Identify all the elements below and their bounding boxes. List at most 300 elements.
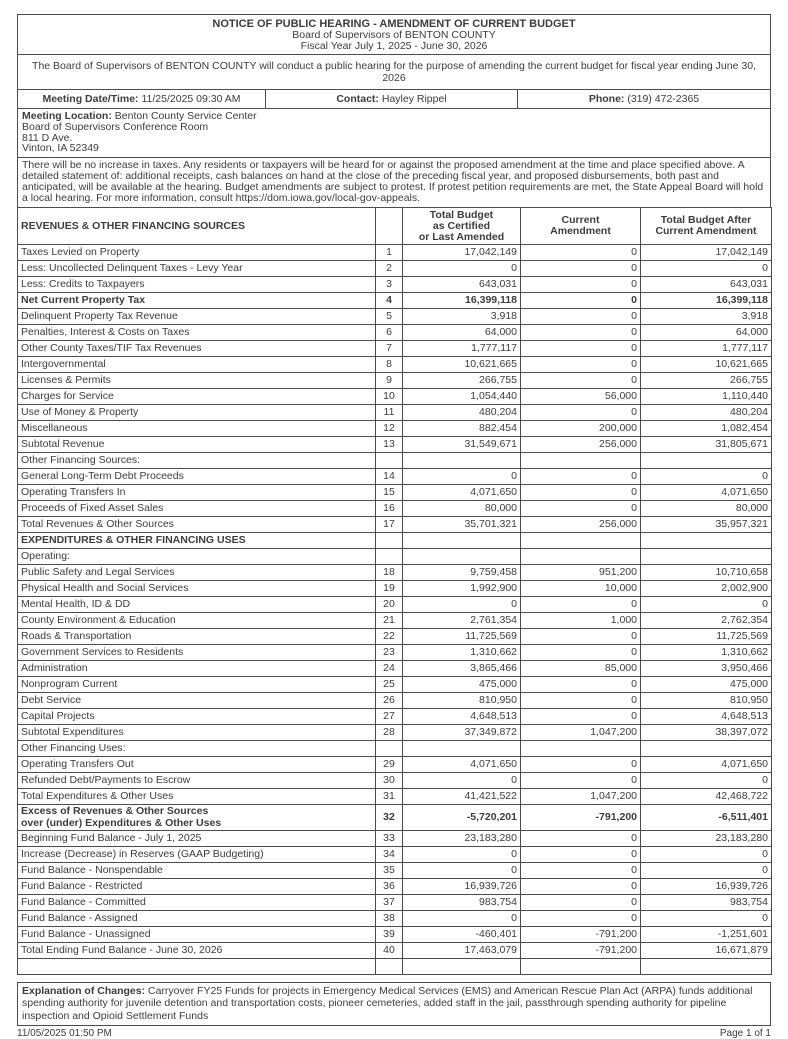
- table-row: [18, 597, 772, 613]
- meeting-phone-value: (319) 472-2365: [627, 93, 700, 105]
- row-line-number: 2: [376, 261, 403, 277]
- row-line-number: 29: [376, 757, 403, 773]
- row-line-number: 23: [376, 645, 403, 661]
- certified-amount: [403, 453, 521, 469]
- meeting-location-label: Meeting Location:: [22, 110, 112, 122]
- row-line-number: [376, 959, 403, 975]
- certified-amount: 2,761,354: [403, 613, 521, 629]
- table-row: [18, 959, 772, 975]
- certified-amount: 475,000: [403, 677, 521, 693]
- certified-amount: 4,071,650: [403, 485, 521, 501]
- certified-amount: 1,310,662: [403, 645, 521, 661]
- row-line-number: 38: [376, 911, 403, 927]
- after-amendment-amount: [641, 453, 772, 469]
- table-row: [18, 831, 772, 847]
- after-amendment-amount: [641, 959, 772, 975]
- amendment-amount: 0: [521, 863, 641, 879]
- certified-amount: 0: [403, 597, 521, 613]
- certified-amount: 882,454: [403, 421, 521, 437]
- after-amendment-amount: 80,000: [641, 501, 772, 517]
- row-line-number: 28: [376, 725, 403, 741]
- column-header-after-amendment: Total Budget After Current Amendment: [641, 208, 772, 245]
- row-line-number: 8: [376, 357, 403, 373]
- amendment-amount: 1,047,200: [521, 725, 641, 741]
- footer-page-number: Page 1 of 1: [719, 1028, 771, 1039]
- row-label: Total Revenues & Other Sources: [18, 517, 376, 533]
- certified-amount: 1,054,440: [403, 389, 521, 405]
- certified-amount: 17,463,079: [403, 943, 521, 959]
- after-amendment-amount: 17,042,149: [641, 245, 772, 261]
- table-row: [18, 629, 772, 645]
- amendment-amount: [521, 959, 641, 975]
- certified-amount: 23,183,280: [403, 831, 521, 847]
- row-label: Fund Balance - Assigned: [18, 911, 376, 927]
- row-label: Fund Balance - Restricted: [18, 879, 376, 895]
- row-line-number: 34: [376, 847, 403, 863]
- row-line-number: 19: [376, 581, 403, 597]
- amendment-amount: 200,000: [521, 421, 641, 437]
- amendment-amount: 256,000: [521, 437, 641, 453]
- after-amendment-amount: 4,071,650: [641, 485, 772, 501]
- after-amendment-amount: 16,399,118: [641, 293, 772, 309]
- row-label: Operating Transfers Out: [18, 757, 376, 773]
- after-amendment-amount: 643,031: [641, 277, 772, 293]
- row-label: Fund Balance - Nonspendable: [18, 863, 376, 879]
- amendment-amount: 0: [521, 501, 641, 517]
- meeting-location-line3: 811 D Ave.: [22, 131, 73, 144]
- certified-amount: 1,992,900: [403, 581, 521, 597]
- row-line-number: 7: [376, 341, 403, 357]
- certified-amount: [403, 533, 521, 549]
- after-amendment-amount: 1,110,440: [641, 389, 772, 405]
- amendment-amount: 951,200: [521, 565, 641, 581]
- table-row: [18, 469, 772, 485]
- row-label: County Environment & Education: [18, 613, 376, 629]
- certified-amount: 11,725,569: [403, 629, 521, 645]
- certified-amount: -460,401: [403, 927, 521, 943]
- table-row: [18, 581, 772, 597]
- amendment-amount: 0: [521, 879, 641, 895]
- amendment-amount: 0: [521, 645, 641, 661]
- table-row: [18, 725, 772, 741]
- row-label: Other Financing Uses:: [18, 741, 376, 757]
- row-line-number: 21: [376, 613, 403, 629]
- certified-amount: 80,000: [403, 501, 521, 517]
- after-amendment-amount: 0: [641, 911, 772, 927]
- row-label: Nonprogram Current: [18, 677, 376, 693]
- after-amendment-amount: 16,939,726: [641, 879, 772, 895]
- after-amendment-amount: 2,002,900: [641, 581, 772, 597]
- row-line-number: 36: [376, 879, 403, 895]
- amendment-amount: 1,000: [521, 613, 641, 629]
- meeting-location-line4: Vinton, IA 52349: [22, 142, 99, 155]
- amendment-amount: 256,000: [521, 517, 641, 533]
- row-line-number: 5: [376, 309, 403, 325]
- row-line-number: 15: [376, 485, 403, 501]
- row-label: Use of Money & Property: [18, 405, 376, 421]
- column-header-revenues: REVENUES & OTHER FINANCING SOURCES: [18, 208, 376, 245]
- row-line-number: 17: [376, 517, 403, 533]
- table-row: [18, 309, 772, 325]
- amendment-amount: [521, 533, 641, 549]
- table-row: [18, 293, 772, 309]
- after-amendment-amount: 1,082,454: [641, 421, 772, 437]
- certified-amount: [403, 959, 521, 975]
- explanation-of-changes: [17, 982, 771, 1026]
- table-row: [18, 549, 772, 565]
- certified-amount: 9,759,458: [403, 565, 521, 581]
- row-label: Mental Health, ID & DD: [18, 597, 376, 613]
- after-amendment-amount: 4,648,513: [641, 709, 772, 725]
- row-label: Net Current Property Tax: [18, 293, 376, 309]
- row-line-number: [376, 549, 403, 565]
- row-line-number: 9: [376, 373, 403, 389]
- page-footer: [17, 1026, 771, 1039]
- certified-amount: [403, 741, 521, 757]
- amendment-amount: 0: [521, 373, 641, 389]
- after-amendment-amount: 0: [641, 773, 772, 789]
- table-row: [18, 437, 772, 453]
- row-line-number: 10: [376, 389, 403, 405]
- row-label: General Long-Term Debt Proceeds: [18, 469, 376, 485]
- amendment-amount: -791,200: [521, 943, 641, 959]
- certified-amount: [403, 549, 521, 565]
- certified-amount: 983,754: [403, 895, 521, 911]
- after-amendment-amount: -6,511,401: [641, 805, 772, 831]
- certified-amount: 64,000: [403, 325, 521, 341]
- amendment-amount: 0: [521, 469, 641, 485]
- amendment-amount: 0: [521, 831, 641, 847]
- after-amendment-amount: 0: [641, 597, 772, 613]
- row-label: Proceeds of Fixed Asset Sales: [18, 501, 376, 517]
- row-label: Fund Balance - Unassigned: [18, 927, 376, 943]
- certified-amount: 480,204: [403, 405, 521, 421]
- table-row: [18, 453, 772, 469]
- table-row: [18, 847, 772, 863]
- after-amendment-amount: 31,805,671: [641, 437, 772, 453]
- meeting-phone-cell: [517, 89, 771, 109]
- table-row: [18, 533, 772, 549]
- row-label: Operating Transfers In: [18, 485, 376, 501]
- amendment-amount: 0: [521, 693, 641, 709]
- row-label: Delinquent Property Tax Revenue: [18, 309, 376, 325]
- certified-amount: 1,777,117: [403, 341, 521, 357]
- amendment-amount: 0: [521, 485, 641, 501]
- row-line-number: 13: [376, 437, 403, 453]
- row-line-number: 35: [376, 863, 403, 879]
- certified-amount: 0: [403, 911, 521, 927]
- table-row: [18, 389, 772, 405]
- table-row: [18, 879, 772, 895]
- certified-amount: 4,648,513: [403, 709, 521, 725]
- amendment-amount: 0: [521, 709, 641, 725]
- certified-amount: 0: [403, 847, 521, 863]
- document-subtitle-board: Board of Supervisors of BENTON COUNTY: [292, 29, 496, 41]
- row-label: Licenses & Permits: [18, 373, 376, 389]
- row-line-number: 26: [376, 693, 403, 709]
- after-amendment-amount: 1,777,117: [641, 341, 772, 357]
- row-line-number: 6: [376, 325, 403, 341]
- table-row: [18, 757, 772, 773]
- row-line-number: 30: [376, 773, 403, 789]
- row-label: Total Expenditures & Other Uses: [18, 789, 376, 805]
- row-label: Operating:: [18, 549, 376, 565]
- certified-amount: 10,621,665: [403, 357, 521, 373]
- after-amendment-amount: 3,918: [641, 309, 772, 325]
- meeting-datetime-cell: [17, 89, 266, 109]
- amendment-amount: 56,000: [521, 389, 641, 405]
- amendment-amount: [521, 741, 641, 757]
- row-line-number: 16: [376, 501, 403, 517]
- after-amendment-amount: 0: [641, 863, 772, 879]
- after-amendment-amount: 810,950: [641, 693, 772, 709]
- row-label: Other County Taxes/TIF Tax Revenues: [18, 341, 376, 357]
- amendment-amount: 0: [521, 325, 641, 341]
- amendment-amount: 0: [521, 773, 641, 789]
- row-label: Government Services to Residents: [18, 645, 376, 661]
- meeting-location-value: Benton County Service Center: [114, 110, 257, 122]
- certified-amount: 16,939,726: [403, 879, 521, 895]
- after-amendment-amount: [641, 533, 772, 549]
- row-label: Public Safety and Legal Services: [18, 565, 376, 581]
- row-line-number: 3: [376, 277, 403, 293]
- certified-amount: 37,349,872: [403, 725, 521, 741]
- row-label: Total Ending Fund Balance - June 30, 2026: [18, 943, 376, 959]
- row-label: Taxes Levied on Property: [18, 245, 376, 261]
- amendment-amount: 0: [521, 309, 641, 325]
- explanation-text: Carryover FY25 Funds for projects in Emergency Medical Services (EMS) and American Rescue Plan Act (ARPA) funds additional spending authority for juvenile detention and transportation costs, pioneer cemeteries, added staff in the jail, passthrough spending authority for pipeline inspection and Opioid Settlement Funds: [22, 985, 753, 1022]
- certified-amount: 41,421,522: [403, 789, 521, 805]
- after-amendment-amount: 42,468,722: [641, 789, 772, 805]
- after-amendment-amount: 38,397,072: [641, 725, 772, 741]
- row-label: Refunded Debt/Payments to Escrow: [18, 773, 376, 789]
- row-line-number: 14: [376, 469, 403, 485]
- amendment-amount: 10,000: [521, 581, 641, 597]
- certified-amount: 35,701,321: [403, 517, 521, 533]
- meeting-info-row: [17, 89, 771, 109]
- row-line-number: [376, 533, 403, 549]
- table-row: [18, 421, 772, 437]
- row-label: Increase (Decrease) in Reserves (GAAP Budgeting): [18, 847, 376, 863]
- table-row: [18, 895, 772, 911]
- amendment-amount: -791,200: [521, 805, 641, 831]
- certified-amount: 0: [403, 773, 521, 789]
- row-line-number: [376, 453, 403, 469]
- after-amendment-amount: 0: [641, 847, 772, 863]
- row-label: Less: Uncollected Delinquent Taxes - Levy Year: [18, 261, 376, 277]
- after-amendment-amount: 10,621,665: [641, 357, 772, 373]
- table-row: [18, 677, 772, 693]
- amendment-amount: 0: [521, 293, 641, 309]
- certified-amount: 31,549,671: [403, 437, 521, 453]
- table-row: [18, 373, 772, 389]
- table-row: [18, 693, 772, 709]
- table-row: [18, 943, 772, 959]
- after-amendment-amount: 1,310,662: [641, 645, 772, 661]
- amendment-amount: [521, 453, 641, 469]
- after-amendment-amount: 23,183,280: [641, 831, 772, 847]
- amendment-amount: 85,000: [521, 661, 641, 677]
- table-row: [18, 789, 772, 805]
- row-label: Excess of Revenues & Other Sources over (under) Expenditures & Other Uses: [18, 805, 376, 831]
- row-label: Beginning Fund Balance - July 1, 2025: [18, 831, 376, 847]
- after-amendment-amount: -1,251,601: [641, 927, 772, 943]
- amendment-amount: 0: [521, 895, 641, 911]
- amendment-amount: 0: [521, 261, 641, 277]
- row-label: EXPENDITURES & OTHER FINANCING USES: [18, 533, 376, 549]
- amendment-amount: -791,200: [521, 927, 641, 943]
- row-line-number: 20: [376, 597, 403, 613]
- after-amendment-amount: 0: [641, 261, 772, 277]
- budget-table-header: [18, 208, 772, 245]
- row-label: Administration: [18, 661, 376, 677]
- row-label: Penalties, Interest & Costs on Taxes: [18, 325, 376, 341]
- after-amendment-amount: 3,950,466: [641, 661, 772, 677]
- row-line-number: 11: [376, 405, 403, 421]
- row-label: Charges for Service: [18, 389, 376, 405]
- row-label: Subtotal Expenditures: [18, 725, 376, 741]
- certified-amount: 16,399,118: [403, 293, 521, 309]
- row-label: Fund Balance - Committed: [18, 895, 376, 911]
- meeting-contact-cell: [265, 89, 518, 109]
- row-label: Subtotal Revenue: [18, 437, 376, 453]
- table-row: [18, 863, 772, 879]
- certified-amount: -5,720,201: [403, 805, 521, 831]
- meeting-contact-label: Contact:: [336, 93, 379, 105]
- row-line-number: 27: [376, 709, 403, 725]
- meeting-phone-label: Phone:: [588, 93, 625, 105]
- column-header-certified: Total Budget as Certified or Last Amended: [403, 208, 521, 245]
- table-row: [18, 245, 772, 261]
- row-label: Intergovernmental: [18, 357, 376, 373]
- row-line-number: 12: [376, 421, 403, 437]
- footer-timestamp: 11/05/2025 01:50 PM: [17, 1028, 112, 1039]
- certified-amount: 266,755: [403, 373, 521, 389]
- document-title: NOTICE OF PUBLIC HEARING - AMENDMENT OF CURRENT BUDGET: [212, 18, 576, 30]
- amendment-amount: 0: [521, 847, 641, 863]
- table-row: [18, 661, 772, 677]
- amendment-amount: 0: [521, 629, 641, 645]
- row-label: Less: Credits to Taxpayers: [18, 277, 376, 293]
- row-line-number: 4: [376, 293, 403, 309]
- amendment-amount: 0: [521, 911, 641, 927]
- certified-amount: 3,865,466: [403, 661, 521, 677]
- amendment-amount: 0: [521, 405, 641, 421]
- row-line-number: 1: [376, 245, 403, 261]
- row-line-number: 31: [376, 789, 403, 805]
- table-row: [18, 911, 772, 927]
- certified-amount: 0: [403, 863, 521, 879]
- document-subtitle-fiscal-year: Fiscal Year July 1, 2025 - June 30, 2026: [300, 40, 488, 52]
- row-label: Roads & Transportation: [18, 629, 376, 645]
- row-line-number: 24: [376, 661, 403, 677]
- amendment-amount: 1,047,200: [521, 789, 641, 805]
- hearing-intro-paragraph: The Board of Supervisors of BENTON COUNTY will conduct a public hearing for the purpose of amending the current budget for fiscal year ending June 30, 2026: [17, 54, 771, 90]
- meeting-location-block: [17, 108, 771, 158]
- header-row: [18, 208, 772, 245]
- amendment-amount: 0: [521, 277, 641, 293]
- row-line-number: 22: [376, 629, 403, 645]
- meeting-location-line2: Board of Supervisors Conference Room: [22, 120, 209, 133]
- row-label: Debt Service: [18, 693, 376, 709]
- certified-amount: 0: [403, 469, 521, 485]
- row-label: Other Financing Sources:: [18, 453, 376, 469]
- table-row: [18, 927, 772, 943]
- budget-table: [17, 207, 772, 975]
- row-line-number: 25: [376, 677, 403, 693]
- certified-amount: 17,042,149: [403, 245, 521, 261]
- certified-amount: 4,071,650: [403, 757, 521, 773]
- row-line-number: 37: [376, 895, 403, 911]
- after-amendment-amount: 35,957,321: [641, 517, 772, 533]
- after-amendment-amount: [641, 741, 772, 757]
- notice-document: [17, 14, 771, 1039]
- table-row: [18, 261, 772, 277]
- amendment-amount: 0: [521, 677, 641, 693]
- row-line-number: 39: [376, 927, 403, 943]
- column-header-line-number: [376, 208, 403, 245]
- protest-notice-paragraph: There will be no increase in taxes. Any residents or taxpayers will be heard for or against the proposed amendment at the time and place specified above. A detailed statement of: additional receipts, cash balances on hand at the close of the preceding fiscal year, and proposed disbursements, both past and anticipated, will be available at the hearing. Budget amendments are subject to protest. If protest petition requirements are met, the State Appeal Board will hold a local hearing. For more information, consult https://dom.iowa.gov/local-gov-appeals.: [17, 157, 771, 208]
- amendment-amount: [521, 549, 641, 565]
- table-row: [18, 485, 772, 501]
- table-row: [18, 565, 772, 581]
- after-amendment-amount: 480,204: [641, 405, 772, 421]
- after-amendment-amount: 475,000: [641, 677, 772, 693]
- row-label: Miscellaneous: [18, 421, 376, 437]
- table-row: [18, 613, 772, 629]
- meeting-contact-value: Hayley Rippel: [381, 93, 447, 105]
- row-line-number: 33: [376, 831, 403, 847]
- row-line-number: [376, 741, 403, 757]
- after-amendment-amount: 64,000: [641, 325, 772, 341]
- certified-amount: 3,918: [403, 309, 521, 325]
- amendment-amount: 0: [521, 245, 641, 261]
- after-amendment-amount: 266,755: [641, 373, 772, 389]
- row-label: Physical Health and Social Services: [18, 581, 376, 597]
- table-row: [18, 645, 772, 661]
- after-amendment-amount: 0: [641, 469, 772, 485]
- amendment-amount: 0: [521, 341, 641, 357]
- row-label: Capital Projects: [18, 709, 376, 725]
- after-amendment-amount: 10,710,658: [641, 565, 772, 581]
- after-amendment-amount: 2,762,354: [641, 613, 772, 629]
- table-row: [18, 805, 772, 831]
- table-row: [18, 741, 772, 757]
- table-row: [18, 357, 772, 373]
- after-amendment-amount: 4,071,650: [641, 757, 772, 773]
- row-line-number: 18: [376, 565, 403, 581]
- table-row: [18, 277, 772, 293]
- table-row: [18, 709, 772, 725]
- explanation-label: Explanation of Changes:: [22, 985, 146, 998]
- certified-amount: 0: [403, 261, 521, 277]
- table-row: [18, 341, 772, 357]
- amendment-amount: 0: [521, 597, 641, 613]
- meeting-datetime-label: Meeting Date/Time:: [42, 93, 139, 105]
- budget-table-body: [18, 245, 772, 975]
- document-header: [17, 14, 771, 55]
- certified-amount: 810,950: [403, 693, 521, 709]
- after-amendment-amount: [641, 549, 772, 565]
- table-row: [18, 405, 772, 421]
- after-amendment-amount: 16,671,879: [641, 943, 772, 959]
- table-row: [18, 773, 772, 789]
- table-row: [18, 517, 772, 533]
- table-row: [18, 325, 772, 341]
- row-line-number: 40: [376, 943, 403, 959]
- column-header-current-amendment: Current Amendment: [521, 208, 641, 245]
- amendment-amount: 0: [521, 357, 641, 373]
